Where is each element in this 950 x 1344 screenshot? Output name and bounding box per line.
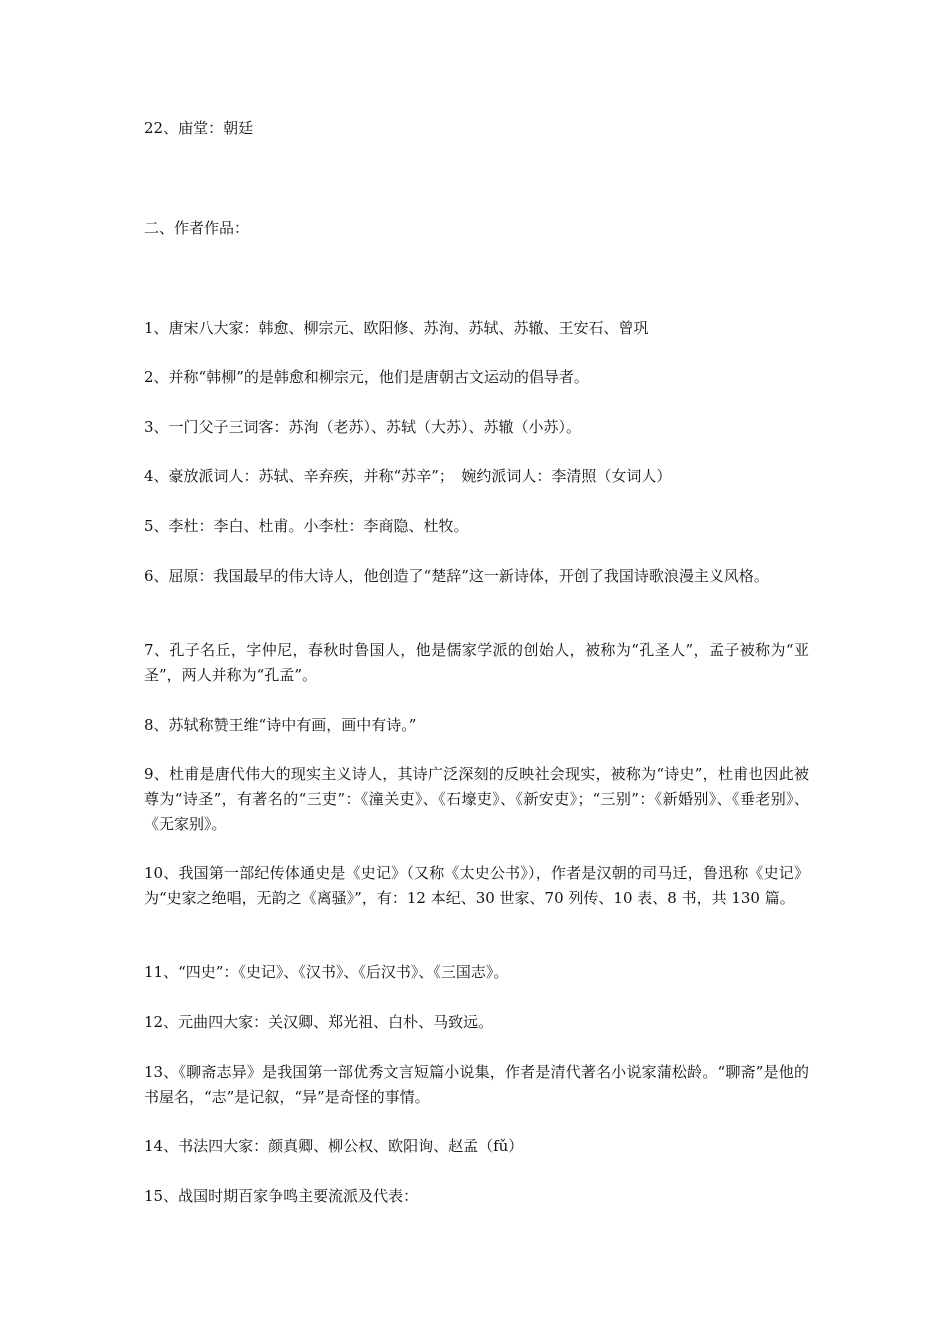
list-item: 5、李杜：李白、杜甫。小李杜：李商隐、杜牧。 <box>144 517 469 535</box>
list-item: 7、孔子名丘，字仲尼，春秋时鲁国人，他是儒家学派的创始人，被称为“孔圣人”，孟子被称为“亚圣”，两人并称为“孔孟”。 <box>144 641 809 684</box>
list-item: 6、屈原：我国最早的伟大诗人，他创造了“楚辞”这一新诗体，开创了我国诗歌浪漫主义风格。 <box>144 567 769 585</box>
list-item: 11、“四史”：《史记》、《汉书》、《后汉书》、《三国志》。 <box>144 963 509 981</box>
section-title: 二、作者作品： <box>144 219 250 237</box>
list-item: 14、书法四大家：颜真卿、柳公权、欧阳询、赵孟（fǔ） <box>144 1137 524 1155</box>
list-item: 13、《聊斋志异》是我国第一部优秀文言短篇小说集，作者是清代著名小说家蒲松龄。“聊斋”是他的书屋名，“志”是记叙，“异”是奇怪的事情。 <box>144 1063 809 1106</box>
list-item: 10、我国第一部纪传体通史是《史记》（又称《太史公书》），作者是汉朝的司马迁，鲁迅称《史记》为“史家之绝唱，无韵之《离骚》”，有：12 本纪、30 世家、70 列传、10 表、8 书，共 130 篇。 <box>144 864 809 907</box>
list-item: 9、杜甫是唐代伟大的现实主义诗人，其诗广泛深刻的反映社会现实，被称为“诗史”，杜甫也因此被尊为“诗圣”，有著名的“三吏”：《潼关吏》、《石壕吏》、《新安吏》；“三别”：《新婚别》、《垂老别》、《无家别》。 <box>144 765 809 833</box>
list-item: 1、唐宋八大家：韩愈、柳宗元、欧阳修、苏洵、苏轼、苏辙、王安石、曾巩 <box>144 319 649 337</box>
list-item: 12、元曲四大家：关汉卿、郑光祖、白朴、马致远。 <box>144 1013 494 1031</box>
item-22: 22、庙堂：朝廷 <box>144 119 254 137</box>
list-item: 15、战国时期百家争鸣主要流派及代表： <box>144 1187 419 1205</box>
list-item: 2、并称“韩柳”的是韩愈和柳宗元，他们是唐朝古文运动的倡导者。 <box>144 368 589 386</box>
list-item: 4、豪放派词人：苏轼、辛弃疾，并称“苏辛”； 婉约派词人：李清照（女词人） <box>144 467 672 485</box>
list-item: 3、一门父子三词客：苏洵（老苏）、苏轼（大苏）、苏辙（小苏）。 <box>144 418 582 436</box>
list-item: 8、苏轼称赞王维“诗中有画，画中有诗。” <box>144 716 417 734</box>
